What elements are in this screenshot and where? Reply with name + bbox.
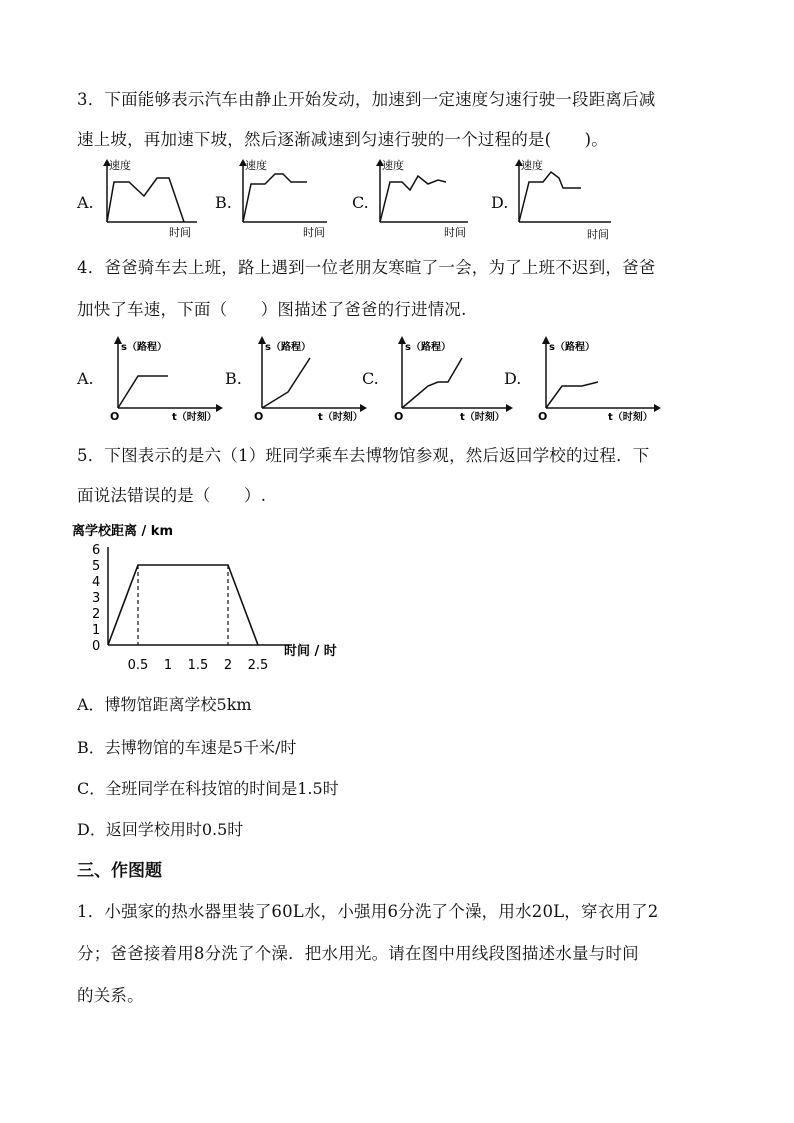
x-label: 时间 <box>444 226 466 238</box>
q3-option-c-graph <box>372 158 482 238</box>
chart-ylabel: 离学校距离 / km <box>72 524 173 539</box>
x-label: t（时刻） <box>318 412 363 423</box>
q5-option-a: A．博物馆距离学校5km <box>77 695 252 714</box>
q4-option-b-letter: B. <box>225 369 242 388</box>
q5-stem-line1: 5．下图表示的是六（1）班同学乘车去博物馆参观，然后返回学校的过程．下 <box>77 446 650 465</box>
x-arrow <box>654 404 661 412</box>
s3-q1-line1: 1．小强家的热水器里装了60L水，小强用6分洗了个澡，用水20L，穿衣用了2 <box>77 902 659 921</box>
x-label: 时间 <box>587 228 609 240</box>
q5-stem-line2: 面说法错误的是（ ）. <box>77 486 267 505</box>
speed-curve <box>380 176 446 222</box>
q4-stem-line1: 4．爸爸骑车去上班，路上遇到一位老朋友寒暄了一会，为了上班不迟到，爸爸 <box>77 258 656 277</box>
q4-option-c-graph <box>390 334 520 424</box>
q4-option-b-graph <box>250 334 375 424</box>
q3-stem-line1: 3．下面能够表示汽车由静止开始发动，加速到一定速度匀速行驶一段距离后减 <box>77 90 656 109</box>
chart-y-tick-label: 5 <box>92 559 101 574</box>
x-label: 时间 <box>303 226 325 238</box>
chart-origin-label: 0 <box>92 639 101 654</box>
x-arrow <box>360 404 367 412</box>
chart-x-tick-label: 1 <box>163 658 173 673</box>
x-label: 时间 <box>169 226 191 238</box>
q4-option-d-letter: D. <box>504 369 522 388</box>
section-title: 三、作图题 <box>77 861 162 881</box>
origin-label: O <box>254 410 264 423</box>
speed-curve <box>519 172 581 222</box>
y-label: s（路程） <box>265 342 311 353</box>
y-label: s（路程） <box>549 342 595 353</box>
q3-option-c-letter: C. <box>352 193 369 212</box>
chart-y-tick-label: 1 <box>92 623 101 638</box>
y-label: 速度 <box>109 159 131 172</box>
q3-option-d-letter: D. <box>491 193 509 212</box>
x-arrow <box>506 404 513 412</box>
chart-y-tick-label: 2 <box>92 607 101 622</box>
speed-curve <box>243 174 307 222</box>
origin-label: O <box>110 410 120 423</box>
chart-x-tick-label: 2.5 <box>247 658 269 673</box>
q4-option-a-letter: A. <box>77 369 94 388</box>
x-label: t（时刻） <box>172 412 217 423</box>
y-label: 速度 <box>521 159 543 172</box>
q4-option-a-graph <box>104 334 224 424</box>
chart-x-tick-label: 2 <box>223 658 233 673</box>
distance-curve <box>546 382 598 408</box>
chart-x-tick-label: 1.5 <box>187 658 209 673</box>
y-label: 速度 <box>382 159 404 172</box>
q3-stem-line2: 速上坡，再加速下坡，然后逐渐减速到匀速行驶的一个过程的是( )。 <box>77 130 608 149</box>
q4-option-d-graph <box>534 334 664 424</box>
q5-option-c: C．全班同学在科技馆的时间是1.5时 <box>77 779 339 798</box>
distance-curve <box>262 358 310 408</box>
q3-option-b-letter: B. <box>215 193 232 212</box>
chart-xlabel: 时间 / 时 <box>284 644 337 659</box>
s3-q1-line2: 分；爸爸接着用8分洗了个澡．把水用光。请在图中用线段图描述水量与时间 <box>77 944 639 963</box>
origin-label: O <box>394 410 404 423</box>
q3-option-b-graph <box>235 158 345 238</box>
chart-x-tick-label: 0.5 <box>127 658 149 673</box>
s3-q1-line3: 的关系。 <box>77 986 144 1005</box>
q3-option-d-graph <box>511 158 621 240</box>
chart-y-tick-label: 4 <box>92 575 101 590</box>
y-label: s（路程） <box>405 342 451 353</box>
q3-option-a-letter: A. <box>77 193 94 212</box>
q4-stem-line2: 加快了车速，下面（ ）图描述了爸爸的行进情况. <box>77 300 467 319</box>
q5-distance-chart <box>72 515 362 675</box>
chart-y-tick-label: 3 <box>92 591 101 606</box>
chart-y-tick-label: 6 <box>92 543 101 558</box>
distance-curve <box>402 358 462 408</box>
x-label: t（时刻） <box>460 412 505 423</box>
x-arrow <box>216 404 223 412</box>
q4-option-c-letter: C. <box>362 369 379 388</box>
speed-curve <box>107 178 184 222</box>
chart-series-line <box>108 565 258 645</box>
x-label: t（时刻） <box>608 412 653 423</box>
y-label: s（路程） <box>121 342 167 353</box>
origin-label: O <box>538 410 548 423</box>
distance-curve <box>118 376 168 408</box>
q5-option-d: D．返回学校用时0.5时 <box>77 820 244 839</box>
y-label: 速度 <box>245 159 267 172</box>
q3-option-a-graph <box>97 158 207 238</box>
q5-option-b: B．去博物馆的车速是5千米/时 <box>77 738 297 757</box>
